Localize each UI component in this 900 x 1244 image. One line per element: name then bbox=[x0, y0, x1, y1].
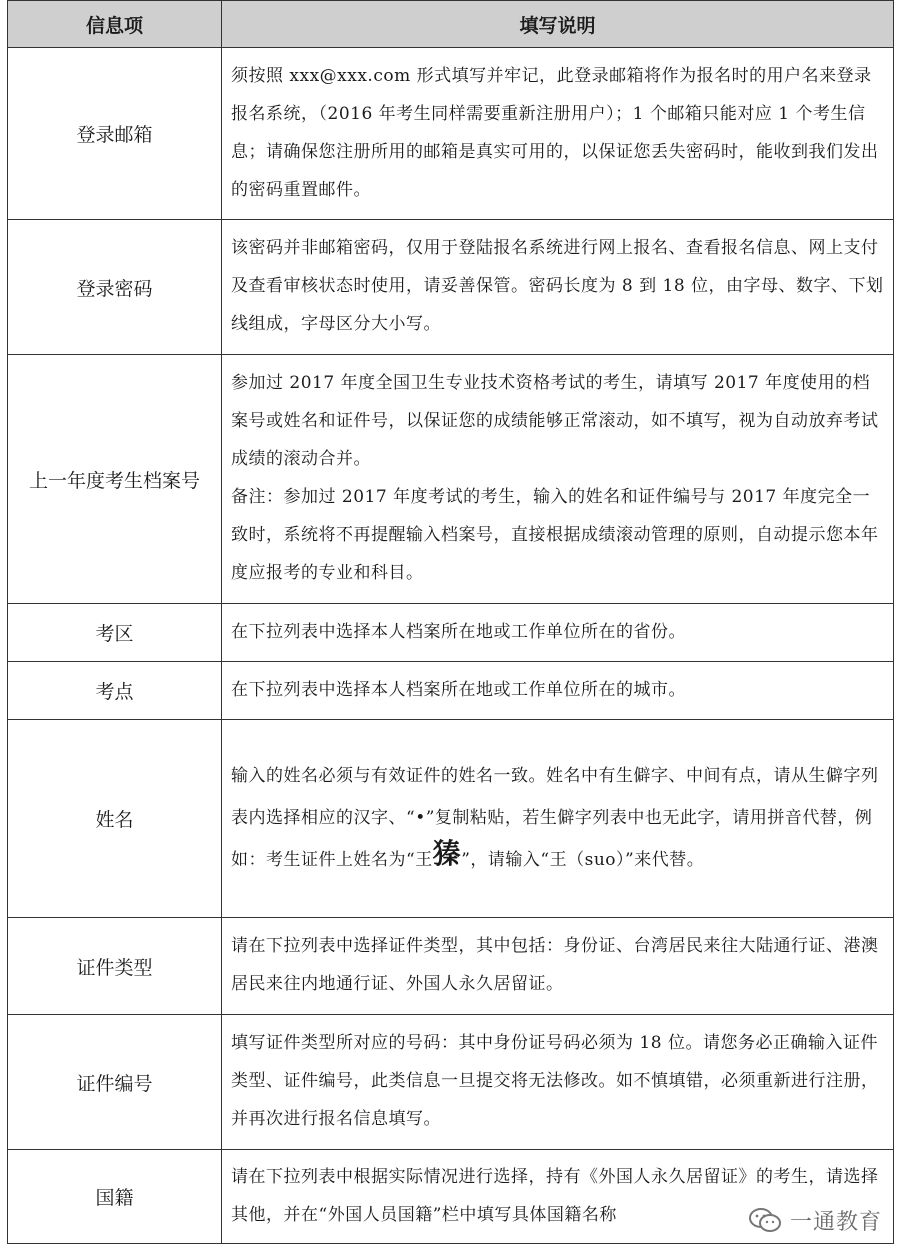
row-label: 登录密码 bbox=[8, 220, 222, 355]
description-text: 在下拉列表中选择本人档案所在地或工作单位所在的城市。 bbox=[231, 679, 686, 700]
table-row bbox=[8, 220, 894, 355]
description-text: 填写证件类型所对应的号码：其中身份证号码必须为 18 位。请您务必正确输入证件类型、证件编号，此类信息一旦提交将无法修改。如不慎填错，必须重新进行注册，并再次进行报名信息填写。 bbox=[231, 1033, 879, 1129]
row-label: 考点 bbox=[8, 662, 222, 720]
row-label: 姓名 bbox=[8, 720, 222, 918]
table-row bbox=[8, 918, 894, 1015]
table-row bbox=[8, 604, 894, 662]
wechat-icon bbox=[748, 1207, 782, 1233]
row-description bbox=[222, 355, 894, 604]
description-text bbox=[231, 755, 887, 881]
row-label: 国籍 bbox=[8, 1150, 222, 1244]
watermark-text: 一通教育 bbox=[789, 1209, 882, 1235]
watermark bbox=[748, 1202, 882, 1238]
row-description bbox=[222, 220, 894, 355]
info-table bbox=[7, 0, 894, 1244]
rare-character: 獉 bbox=[432, 836, 462, 870]
row-description bbox=[222, 604, 894, 662]
header-description: 填写说明 bbox=[222, 1, 894, 48]
table-row bbox=[8, 48, 894, 220]
table-row bbox=[8, 1015, 894, 1150]
row-label: 登录邮箱 bbox=[8, 48, 222, 220]
description-text: 请在下拉列表中选择证件类型，其中包括：身份证、台湾居民来往大陆通行证、港澳居民来往内地通行证、外国人永久居留证。 bbox=[231, 936, 879, 994]
row-label: 考区 bbox=[8, 604, 222, 662]
description-text: 须按照 xxx@xxx.com 形式填写并牢记，此登录邮箱将作为报名时的用户名来登录报名系统，（2016 年考生同样需要重新注册用户）；1 个邮箱只能对应 1 个考生信息；请确保您注册所用的邮箱是真实可用的，以保证您丢失密码时，能收到我们发出的密码重置邮件。 bbox=[231, 65, 879, 200]
table-row bbox=[8, 355, 894, 604]
row-description bbox=[222, 662, 894, 720]
row-label: 证件编号 bbox=[8, 1015, 222, 1150]
name-text-after: ”，请输入“王（suo）”来代替。 bbox=[461, 849, 705, 870]
header-item: 信息项 bbox=[8, 1, 222, 48]
row-description bbox=[222, 918, 894, 1015]
row-label: 证件类型 bbox=[8, 918, 222, 1015]
row-description bbox=[222, 1015, 894, 1150]
name-text-before: 输入的姓名必须与有效证件的姓名一致。姓名中有生僻字、中间有点，请从生僻字列表内选择相应的汉字、“•”复制粘贴，若生僻字列表中也无此字，请用拼音代替，例如：考生证件上姓名为“王 bbox=[231, 765, 879, 870]
table-row bbox=[8, 662, 894, 720]
description-text: 请在下拉列表中根据实际情况进行选择，持有《外国人永久居留证》的考生，请选择其他，并在“外国人员国籍”栏中填写具体国籍名称 bbox=[231, 1166, 879, 1225]
description-note: 备注：参加过 2017 年度考试的考生，输入的姓名和证件编号与 2017 年度完全一致时，系统将不再提醒输入档案号，直接根据成绩滚动管理的原则，自动提示您本年度应报考的专业和科目。 bbox=[231, 487, 879, 583]
row-description bbox=[222, 48, 894, 220]
header-row bbox=[8, 1, 894, 48]
description-text: 在下拉列表中选择本人档案所在地或工作单位所在的省份。 bbox=[231, 621, 686, 642]
table-row bbox=[8, 720, 894, 918]
row-description bbox=[222, 720, 894, 918]
description-text: 参加过 2017 年度全国卫生专业技术资格考试的考生，请填写 2017 年度使用的档案号或姓名和证件号，以保证您的成绩能够正常滚动，如不填写，视为自动放弃考试成绩的滚动合并。 bbox=[231, 373, 879, 469]
description-text: 该密码并非邮箱密码，仅用于登陆报名系统进行网上报名、查看报名信息、网上支付及查看审核状态时使用，请妥善保管。密码长度为 8 到 18 位，由字母、数字、下划线组成，字母区分大小写。 bbox=[231, 238, 884, 334]
row-label: 上一年度考生档案号 bbox=[8, 355, 222, 604]
